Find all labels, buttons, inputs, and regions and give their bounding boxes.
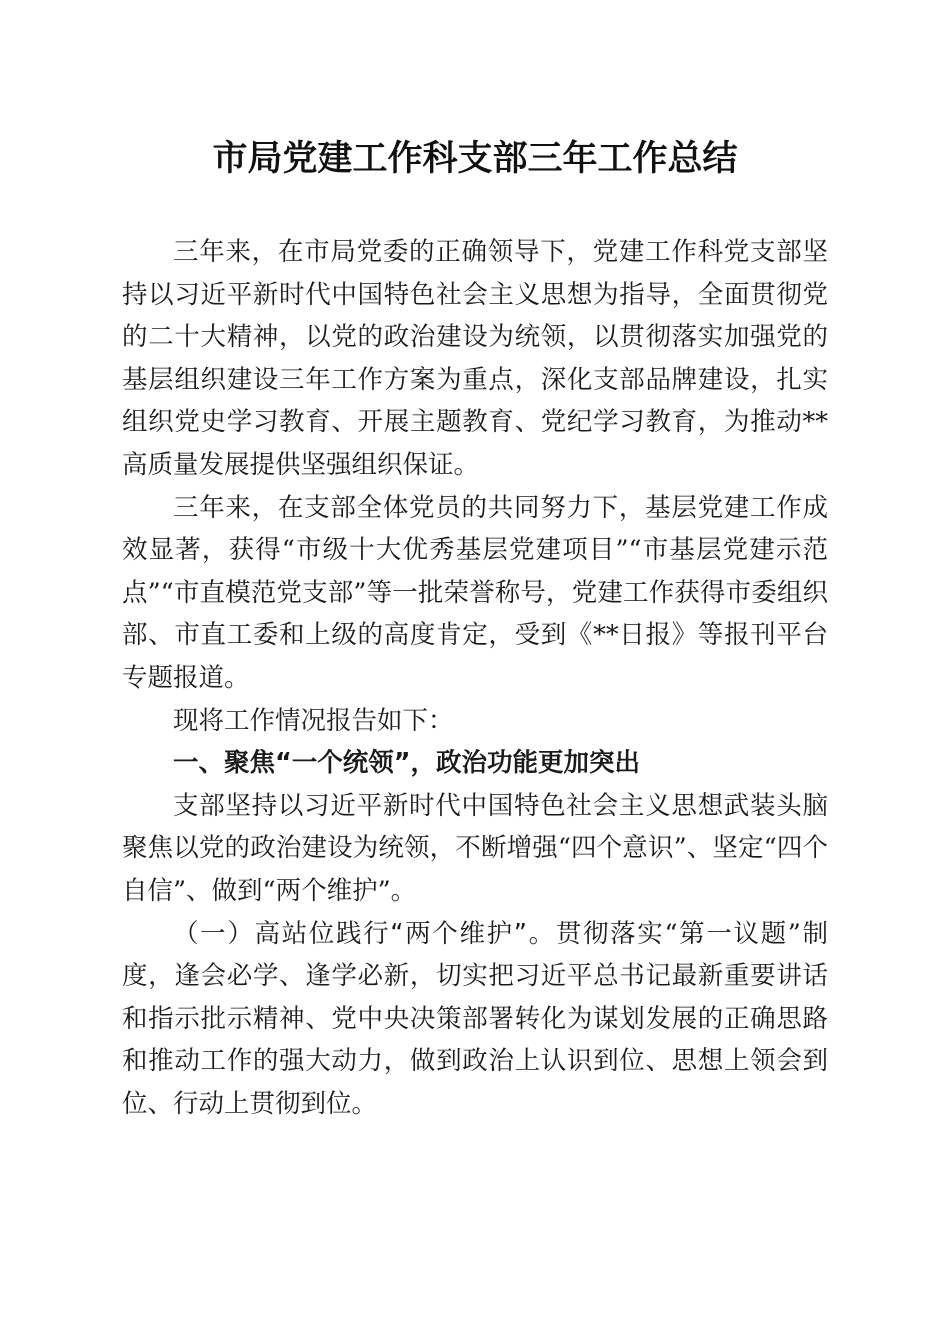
section-1-intro: 支部坚持以习近平新时代中国特色社会主义思想武装头脑聚焦以党的政治建设为统领，不断增强“四个意识”、坚定“四个自信”、做到“两个维护”。 [122, 790, 828, 906]
paragraph-achievements: 三年来，在支部全体党员的共同努力下，基层党建工作成效显著，获得“市级十大优秀基层党建项目”“市基层党建示范点”“市直模范党支部”等一批荣誉称号，党建工作获得市委组织部、市直工委和上级的高度肯定，受到《**日报》等报刊平台专题报道。 [122, 492, 828, 693]
section-heading-1: 一、聚焦“一个统领”，政治功能更加突出 [173, 748, 641, 779]
subsection-1-1-body: 贯彻落实“第一议题”制度，逢会必学、逢学必新，切实把习近平总书记最新重要讲话和指示批示精神、党中央决策部署转化为谋划发展的正确思路和推动工作的强大动力，做到政治上认识到位、思想上领会到位、行动上贯彻到位。 [122, 918, 828, 1119]
document-body [122, 231, 828, 1125]
paragraph-intro: 三年来，在市局党委的正确领导下，党建工作科党支部坚持以习近平新时代中国特色社会主义思想为指导，全面贯彻党的二十大精神，以党的政治建设为统领，以贯彻落实加强党的基层组织建设三年工作方案为重点，深化支部品牌建设，扎实组织党史学习教育、开展主题教育、党纪学习教育，为推动**高质量发展提供坚强组织保证。 [122, 237, 828, 480]
subsection-1-1-lead: （一）高站位践行“两个维护”。 [173, 918, 556, 949]
subsection-1-1 [122, 913, 828, 1126]
paragraph-report-lead: 现将工作情况报告如下： [173, 705, 454, 736]
document-title: 市局党建工作科支部三年工作总结 [212, 138, 738, 179]
